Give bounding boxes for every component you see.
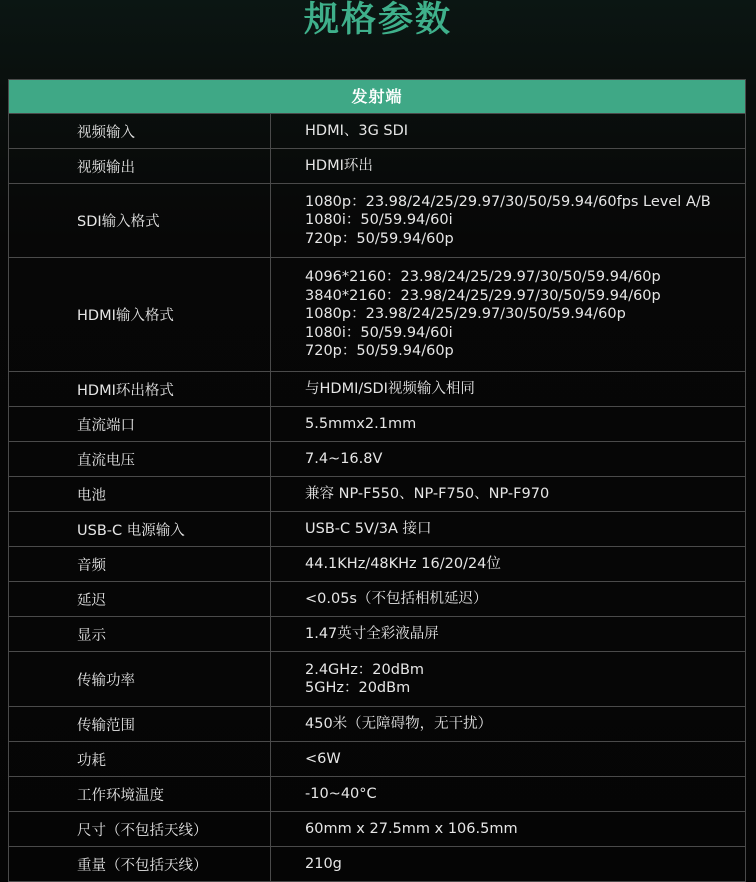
spec-value: [271, 184, 745, 257]
spec-value-line: -10~40°C: [305, 785, 377, 802]
table-row: [9, 706, 745, 741]
spec-rows: [9, 113, 745, 881]
spec-value-line: 2.4GHz：20dBm: [305, 661, 425, 678]
table-row: [9, 476, 745, 511]
spec-value: [271, 777, 745, 811]
table-row: [9, 371, 745, 406]
spec-label: 显示: [9, 617, 271, 651]
spec-value-line: 5GHz：20dBm: [305, 680, 411, 696]
spec-label: USB-C 电源输入: [9, 512, 271, 546]
spec-value-line: 1080p：23.98/24/25/29.97/30/50/59.94/60p: [305, 306, 626, 323]
table-row: [9, 406, 745, 441]
spec-value: [271, 582, 745, 616]
spec-value-line: 450米（无障碍物，无干扰）: [305, 715, 493, 732]
page-title: 规格参数: [303, 0, 452, 40]
table-row: [9, 776, 745, 811]
table-row: [9, 148, 745, 183]
spec-value: [271, 114, 745, 148]
spec-value-line: 720p：50/59.94/60p: [305, 343, 454, 360]
spec-value: [271, 258, 745, 371]
spec-value-line: 1080p：23.98/24/25/29.97/30/50/59.94/60fps Level A/B: [305, 193, 711, 210]
spec-value: [271, 372, 745, 406]
spec-value-line: 44.1KHz/48KHz 16/20/24位: [305, 555, 501, 572]
spec-value-line: <0.05s（不包括相机延迟）: [305, 590, 488, 607]
spec-table: [8, 79, 746, 882]
spec-label: 传输功率: [9, 652, 271, 706]
table-row: [9, 546, 745, 581]
spec-value: [271, 512, 745, 546]
table-row: [9, 741, 745, 776]
spec-value-line: 1.47英寸全彩液晶屏: [305, 625, 439, 642]
spec-value-line: 兼容 NP-F550、NP-F750、NP-F970: [305, 485, 550, 502]
spec-value-line: HDMI、3G SDI: [305, 122, 409, 139]
spec-value-line: USB-C 5V/3A 接口: [305, 520, 432, 537]
table-row: [9, 651, 745, 706]
spec-label: SDI输入格式: [9, 184, 271, 257]
spec-value-line: 210g: [305, 855, 342, 872]
spec-label: 传输范围: [9, 707, 271, 741]
table-row: [9, 846, 745, 881]
spec-label: 直流端口: [9, 407, 271, 441]
spec-value: [271, 652, 745, 706]
spec-value-line: 60mm x 27.5mm x 106.5mm: [305, 820, 518, 837]
spec-value-line: 5.5mmx2.1mm: [305, 415, 417, 432]
spec-label: HDMI输入格式: [9, 258, 271, 371]
spec-label: 尺寸（不包括天线）: [9, 812, 271, 846]
section-header: 发射端: [9, 80, 745, 113]
table-row: [9, 257, 745, 371]
spec-label: HDMI环出格式: [9, 372, 271, 406]
spec-value: [271, 477, 745, 511]
spec-label: 视频输入: [9, 114, 271, 148]
spec-value-line: 7.4~16.8V: [305, 450, 383, 467]
spec-value-line: 720p：50/59.94/60p: [305, 230, 454, 247]
spec-value-line: 4096*2160：23.98/24/25/29.97/30/50/59.94/60p: [305, 269, 661, 286]
spec-value-line: 3840*2160：23.98/24/25/29.97/30/50/59.94/60p: [305, 287, 661, 304]
spec-value-line: <6W: [305, 750, 341, 767]
table-row: [9, 441, 745, 476]
table-row: [9, 511, 745, 546]
spec-label: 功耗: [9, 742, 271, 776]
spec-label: 工作环境温度: [9, 777, 271, 811]
spec-value: [271, 617, 745, 651]
spec-value: [271, 149, 745, 183]
spec-label: 音频: [9, 547, 271, 581]
spec-value: [271, 812, 745, 846]
spec-value: [271, 407, 745, 441]
table-row: [9, 616, 745, 651]
spec-value-line: HDMI环出: [305, 157, 373, 174]
table-row: [9, 113, 745, 148]
spec-value: [271, 742, 745, 776]
spec-label: 电池: [9, 477, 271, 511]
spec-value: [271, 442, 745, 476]
spec-label: 直流电压: [9, 442, 271, 476]
spec-value: [271, 707, 745, 741]
table-row: [9, 581, 745, 616]
spec-label: 视频输出: [9, 149, 271, 183]
spec-label: 延迟: [9, 582, 271, 616]
table-row: [9, 183, 745, 257]
spec-label: 重量（不包括天线）: [9, 847, 271, 881]
spec-value-line: 与HDMI/SDI视频输入相同: [305, 380, 475, 397]
table-row: [9, 811, 745, 846]
spec-value-line: 1080i：50/59.94/60i: [305, 212, 453, 229]
spec-value: [271, 547, 745, 581]
spec-value: [271, 847, 745, 881]
spec-value-line: 1080i：50/59.94/60i: [305, 324, 453, 341]
